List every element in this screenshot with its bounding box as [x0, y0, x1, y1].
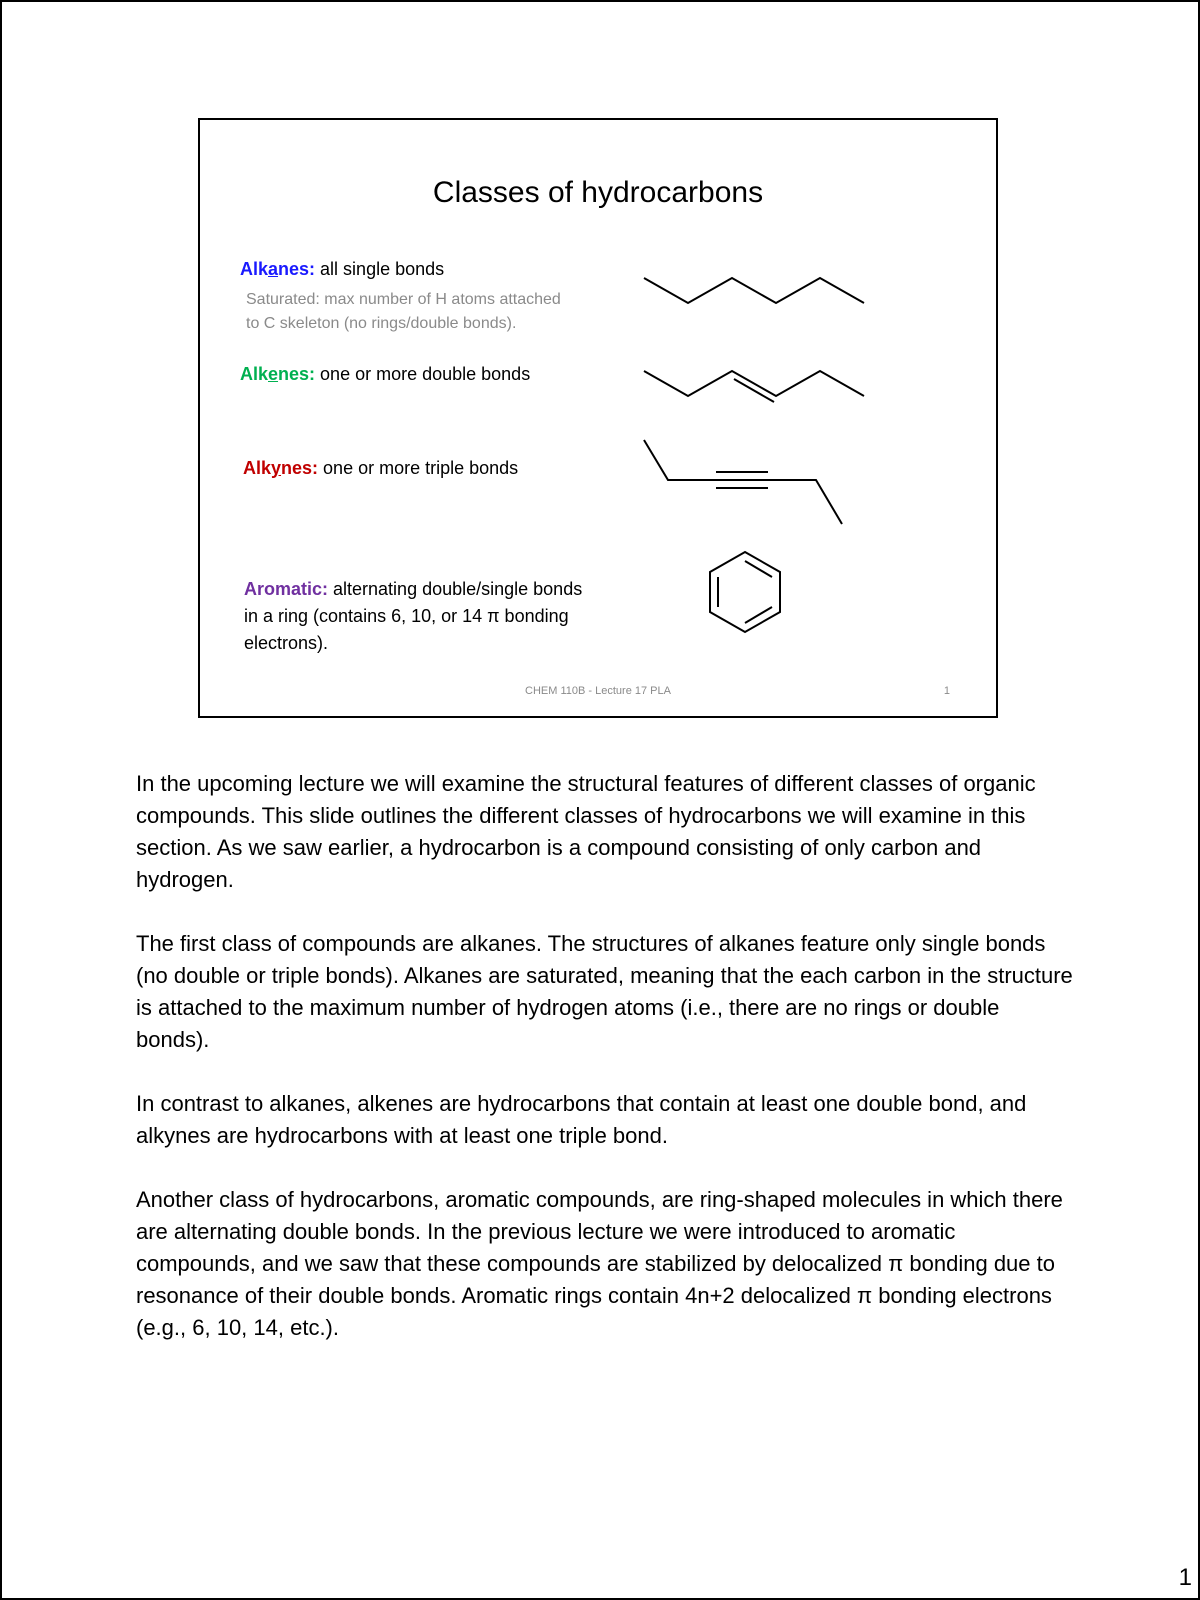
saturated-note: Saturated: max number of H atoms attached to C skeleton (no rings/double bonds).	[246, 291, 561, 332]
notes-paragraph: In the upcoming lecture we will examine the structural features of different classes of organic compounds. This slide outlines the different classes of hydrocarbons we will examine in this section. As we saw earlier, a hydrocarbon is a compound consisting of only carbon and hydrogen.	[136, 771, 1036, 892]
aromatic-label	[244, 576, 584, 657]
alkenes-desc: one or more double bonds	[315, 364, 531, 384]
slide-footer-course: CHEM 110B - Lecture 17 PLA	[525, 685, 671, 697]
alkynes-name: Alkynes:	[243, 458, 319, 478]
notes-paragraph: In contrast to alkanes, alkenes are hydrocarbons that contain at least one double bond, and alkynes are hydrocarbons with at least one triple bond.	[136, 1091, 1027, 1148]
lecture-notes	[136, 768, 1076, 1376]
aromatic-desc: alternating double/single bonds in a ring (contains 6, 10, or 14 π bonding electrons).	[244, 579, 583, 653]
notes-paragraph: The first class of compounds are alkanes. The structures of alkanes feature only single bonds (no double or triple bonds). Alkanes are saturated, meaning that the each carbon in the structure is attached to the maximum number of hydrogen atoms (i.e., there are no rings or double bonds).	[136, 931, 1073, 1052]
benzene-ring-diagram	[700, 548, 790, 638]
alkyne-structure-diagram	[640, 438, 880, 538]
alkene-structure-diagram	[640, 363, 880, 413]
aromatic-name: Aromatic:	[244, 579, 329, 599]
notes-paragraph: Another class of hydrocarbons, aromatic compounds, are ring-shaped molecules in which there are alternating double bonds. In the previous lecture we were introduced to aromatic compounds, and we saw that these compounds are stabilized by delocalized π bonding due to resonance of their double bonds. Aromatic rings contain 4n+2 delocalized π bonding electrons (e.g., 6, 10, 14, etc.).	[136, 1187, 1063, 1340]
alkynes-desc: one or more triple bonds	[318, 458, 519, 478]
alkane-structure-diagram	[640, 270, 880, 320]
alkynes-label	[243, 455, 518, 481]
alkanes-label	[240, 256, 444, 282]
page-number: 1	[1178, 1564, 1192, 1591]
alkanes-name: Alkanes:	[240, 259, 316, 279]
slide-title: Classes of hydrocarbons	[432, 176, 764, 209]
alkenes-label	[240, 361, 530, 387]
alkenes-name: Alkenes:	[240, 364, 316, 384]
slide-footer-number: 1	[943, 685, 950, 697]
alkanes-desc: all single bonds	[315, 259, 445, 279]
slide-thumbnail	[198, 118, 998, 718]
